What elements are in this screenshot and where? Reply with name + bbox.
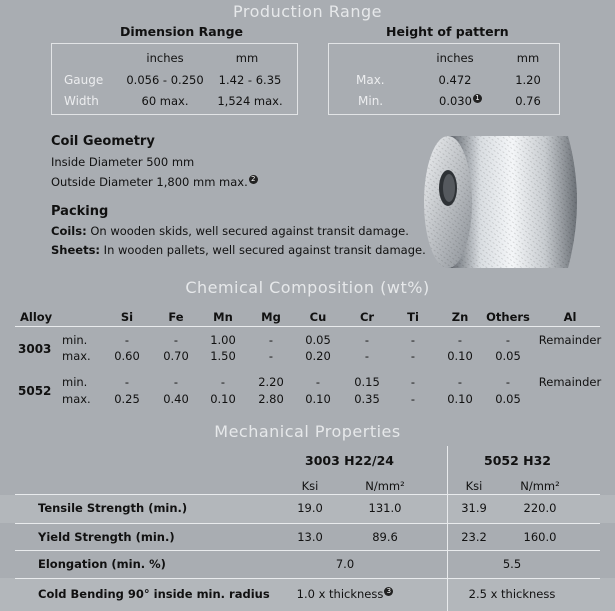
chem-cell: 0.35 [354, 392, 380, 406]
mech-tensile-b-nmm: 220.0 [523, 501, 557, 515]
chem-cell: 0.70 [163, 349, 189, 363]
chem-cell: 0.20 [305, 349, 331, 363]
mech-tensile-b-ksi: 31.9 [461, 501, 487, 515]
mech-unit-ksi-b: Ksi [465, 479, 483, 493]
mech-elongation-label: Elongation (min. %) [38, 557, 166, 571]
chem-cell: - [364, 333, 370, 347]
chem-5052-max-label: max. [62, 392, 91, 406]
chem-cell: 0.10 [305, 392, 331, 406]
packing-sheets-label: Sheets: [51, 243, 101, 257]
chem-header-alloy: Alloy [20, 310, 53, 324]
chem-cell: 0.25 [114, 392, 140, 406]
coil-geometry-title: Coil Geometry [51, 134, 155, 149]
chem-header-zn: Zn [451, 310, 469, 324]
chem-cell: - [315, 375, 321, 389]
footnote-2-marker: 2 [249, 175, 258, 184]
chemical-composition-title: Chemical Composition (wt%) [185, 278, 430, 297]
chem-header-rule [15, 326, 600, 327]
chem-header-others: Others [486, 310, 530, 324]
chem-header-al: Al [563, 310, 577, 324]
aluminum-coil-image [418, 126, 586, 276]
pattern-height-title: Height of pattern [386, 24, 509, 39]
coil-outside-diameter [51, 175, 258, 189]
chem-cell: - [364, 349, 370, 363]
mech-bending-label: Cold Bending 90° inside min. radius [38, 587, 270, 601]
mech-unit-ksi-a: Ksi [301, 479, 319, 493]
chem-cell: - [410, 392, 416, 406]
chem-alloy-5052: 5052 [18, 384, 52, 398]
mech-yield-a-ksi: 13.0 [297, 530, 323, 544]
width-mm: 1,524 max. [217, 94, 283, 108]
mech-yield-b-ksi: 23.2 [461, 530, 487, 544]
chem-cell: 0.05 [495, 349, 521, 363]
coil-inside-diameter: Inside Diameter 500 mm [51, 155, 195, 169]
chem-cell: - [268, 349, 274, 363]
pattern-col-inches: inches [436, 51, 474, 65]
mech-unit-nmm-a: N/mm² [365, 479, 405, 493]
chem-cell: Remainder [538, 333, 602, 347]
mech-bending-a-text: 1.0 x thickness [296, 587, 384, 601]
pattern-min-label: Min. [358, 94, 384, 108]
mech-unit-nmm-b: N/mm² [520, 479, 560, 493]
mechanical-properties-title: Mechanical Properties [214, 422, 401, 441]
pattern-min-inches-value: 0.030 [439, 94, 472, 108]
pattern-min-inches [425, 94, 495, 108]
mech-tensile-a-ksi: 19.0 [297, 501, 323, 515]
chem-cell: - [505, 333, 511, 347]
pattern-max-label: Max. [356, 73, 385, 87]
chem-header-si: Si [120, 310, 134, 324]
chem-header-ti: Ti [407, 310, 419, 324]
mech-column-divider [447, 446, 448, 611]
packing-coils-line [51, 224, 409, 238]
mech-bending-a [285, 587, 405, 601]
chem-cell: 0.10 [210, 392, 236, 406]
packing-sheets-line [51, 243, 426, 257]
footnote-1-marker: 1 [473, 94, 482, 103]
chem-cell: 1.00 [210, 333, 236, 347]
chem-3003-max-label: max. [62, 349, 91, 363]
chem-header-cr: Cr [359, 310, 375, 324]
chem-cell: 0.05 [305, 333, 331, 347]
chem-cell: - [457, 333, 463, 347]
chem-cell: 0.10 [447, 349, 473, 363]
width-label: Width [64, 94, 99, 108]
gauge-label: Gauge [64, 73, 104, 87]
mech-yield-label: Yield Strength (min.) [38, 530, 175, 544]
chem-cell: 0.10 [447, 392, 473, 406]
chem-cell: 2.20 [258, 375, 284, 389]
chem-cell: - [410, 375, 416, 389]
chem-alloy-3003: 3003 [18, 342, 52, 356]
chem-cell: - [124, 375, 130, 389]
packing-coils-text: On wooden skids, well secured against transit damage. [86, 224, 409, 238]
packing-coils-label: Coils: [51, 224, 87, 238]
chem-header-mg: Mg [261, 310, 281, 324]
mech-alloy-3003-h22-24: 3003 H22/24 [305, 453, 394, 468]
dimension-col-inches: inches [146, 51, 184, 65]
chem-header-mn: Mn [213, 310, 233, 324]
gauge-mm: 1.42 - 6.35 [218, 73, 282, 87]
chem-cell: 0.60 [114, 349, 140, 363]
chem-cell: - [410, 349, 416, 363]
chem-5052-min-label: min. [62, 375, 88, 389]
width-inches: 60 max. [141, 94, 189, 108]
chem-cell: - [220, 375, 226, 389]
mech-alloy-5052-h32: 5052 H32 [484, 453, 551, 468]
chem-header-cu: Cu [309, 310, 327, 324]
chem-cell: - [173, 375, 179, 389]
pattern-max-inches: 0.472 [438, 73, 472, 87]
chem-cell: - [457, 375, 463, 389]
dimension-col-mm: mm [235, 51, 259, 65]
chem-cell: - [505, 375, 511, 389]
mech-tensile-label: Tensile Strength (min.) [38, 501, 188, 515]
chem-cell: - [173, 333, 179, 347]
chem-cell: 0.40 [163, 392, 189, 406]
dimension-range-title: Dimension Range [120, 24, 244, 39]
chem-3003-min-label: min. [62, 333, 88, 347]
packing-sheets-text: In wooden pallets, well secured against transit damage. [100, 243, 426, 257]
chem-header-fe: Fe [168, 310, 184, 324]
chem-cell: 2.80 [258, 392, 284, 406]
mech-yield-a-nmm: 89.6 [372, 530, 398, 544]
mech-row-rule [15, 523, 600, 524]
mech-elongation-a: 7.0 [335, 557, 355, 571]
chem-cell: - [268, 333, 274, 347]
mech-bending-b: 2.5 x thickness [468, 587, 556, 601]
gauge-inches: 0.056 - 0.250 [126, 73, 204, 87]
footnote-3-marker: 3 [384, 587, 393, 596]
pattern-min-mm: 0.76 [515, 94, 541, 108]
chem-cell: Remainder [538, 375, 602, 389]
chem-cell: - [124, 333, 130, 347]
pattern-max-mm: 1.20 [515, 73, 541, 87]
mech-row-rule [15, 550, 600, 551]
chem-cell: 1.50 [210, 349, 236, 363]
packing-title: Packing [51, 204, 109, 219]
chem-cell: 0.05 [495, 392, 521, 406]
chem-cell: 0.15 [354, 375, 380, 389]
production-range-title: Production Range [233, 2, 382, 21]
mech-elongation-b: 5.5 [502, 557, 522, 571]
chem-cell: - [410, 333, 416, 347]
mech-tensile-a-nmm: 131.0 [368, 501, 402, 515]
coil-outside-text: Outside Diameter 1,800 mm max. [51, 175, 248, 189]
mech-row-rule [15, 578, 600, 579]
pattern-col-mm: mm [516, 51, 540, 65]
mech-yield-b-nmm: 160.0 [523, 530, 557, 544]
